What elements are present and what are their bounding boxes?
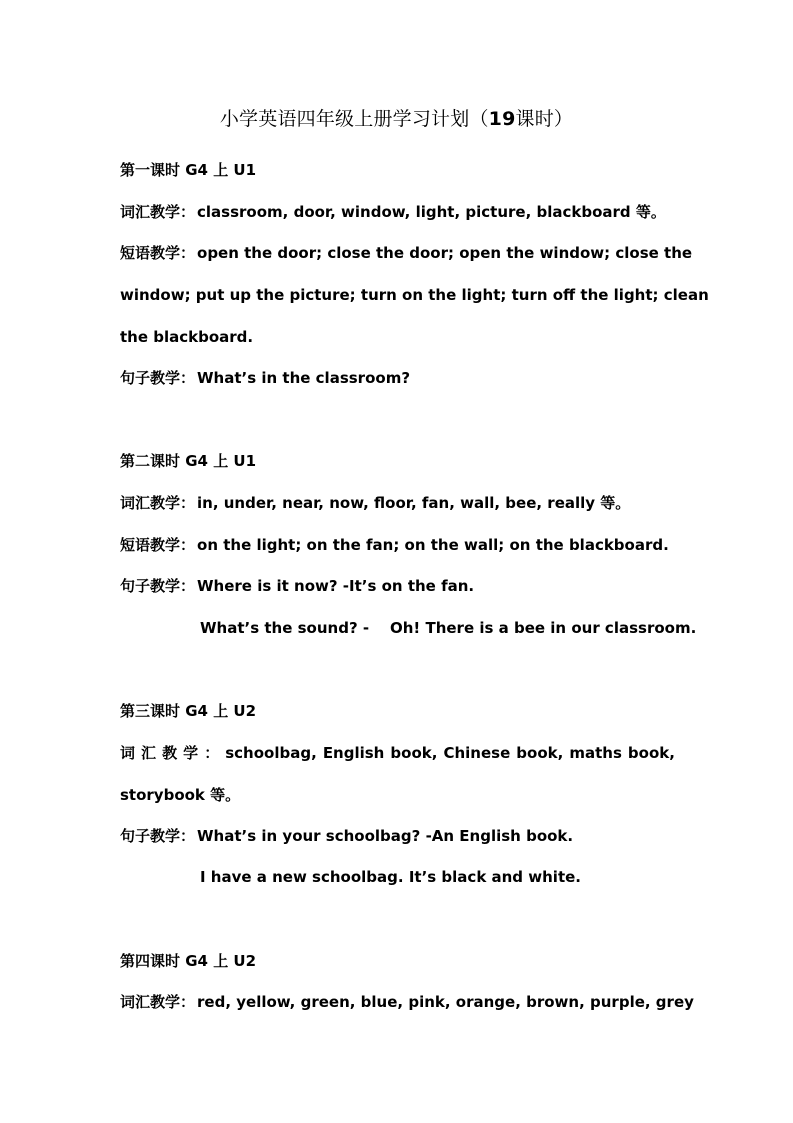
lesson-3-heading: 第三课时 G4 上 U2 [120,702,257,720]
lesson-2-heading: 第二课时 G4 上 U1 [120,452,257,470]
vocab-text: in, under, near, now, floor, fan, wall, bee, really 等。 [197,494,631,512]
vocab-text: red, yellow, green, blue, pink, orange, brown, purple, grey [197,993,694,1011]
sentence-text: Where is it now? -It’s on the fan. [197,577,475,595]
lesson-3-sentence [120,826,675,846]
lesson-4-heading: 第四课时 G4 上 U2 [120,952,257,970]
vocab-label: 词汇教学： [120,203,196,221]
sentence-label: 句子教学： [120,577,196,595]
vocab-label-char: 学 [183,744,199,762]
lesson-1-phrase-cont-1: window; put up the picture; turn on the light; turn off the light; clean [120,286,709,304]
vocab-text: classroom, door, window, light, picture, blackboard 等。 [197,203,666,221]
vocab-word: book, [390,744,438,762]
lesson-1-phrase-cont-2: the blackboard. [120,328,254,346]
lesson-3-sentence-cont: I have a new schoolbag. It’s black and white. [200,868,581,886]
phrase-text: open the door; close the door; open the window; close the [197,244,693,262]
title-prefix: 小学英语四年级上册学习计划（ [219,108,489,130]
vocab-label-char: 汇 [141,744,157,762]
title-suffix: 课时） [515,108,574,130]
vocab-word: book, [627,744,675,762]
vocab-word: book, [516,744,564,762]
vocab-label: 词汇教学： [120,494,196,512]
lesson-3-vocab [120,743,675,763]
document-title [0,104,793,131]
sentence-text: What’s in the classroom? [197,369,411,387]
vocab-word: Chinese [443,744,511,762]
vocab-word: English [322,744,385,762]
vocab-label-char: 词 [120,744,136,762]
phrase-label: 短语教学： [120,536,196,554]
vocab-label-char: 教 [162,744,178,762]
phrase-label: 短语教学： [120,244,196,262]
sentence-text: What’s in your schoolbag? -An English book. [197,827,574,845]
lesson-2-vocab [120,493,675,513]
lesson-4-vocab [120,992,694,1012]
lesson-2-phrase [120,535,675,555]
lesson-1-phrase [120,243,693,263]
sentence-label: 句子教学： [120,369,196,387]
lesson-3-vocab-cont: storybook 等。 [120,786,241,804]
vocab-label: 词汇教学： [120,993,196,1011]
sentence-label: 句子教学： [120,827,196,845]
vocab-word: maths [569,744,622,762]
lesson-1-sentence [120,368,675,388]
lesson-1-heading: 第一课时 G4 上 U1 [120,161,257,179]
lesson-2-sentence [120,576,675,596]
vocab-label-char: ： [204,744,220,762]
lesson-2-sentence-cont: What’s the sound? - Oh! There is a bee in our classroom. [200,619,697,637]
vocab-word: schoolbag, [225,744,317,762]
phrase-text: on the light; on the fan; on the wall; on the blackboard. [197,536,669,554]
title-number: 19 [488,108,516,130]
lesson-1-vocab [120,202,675,222]
